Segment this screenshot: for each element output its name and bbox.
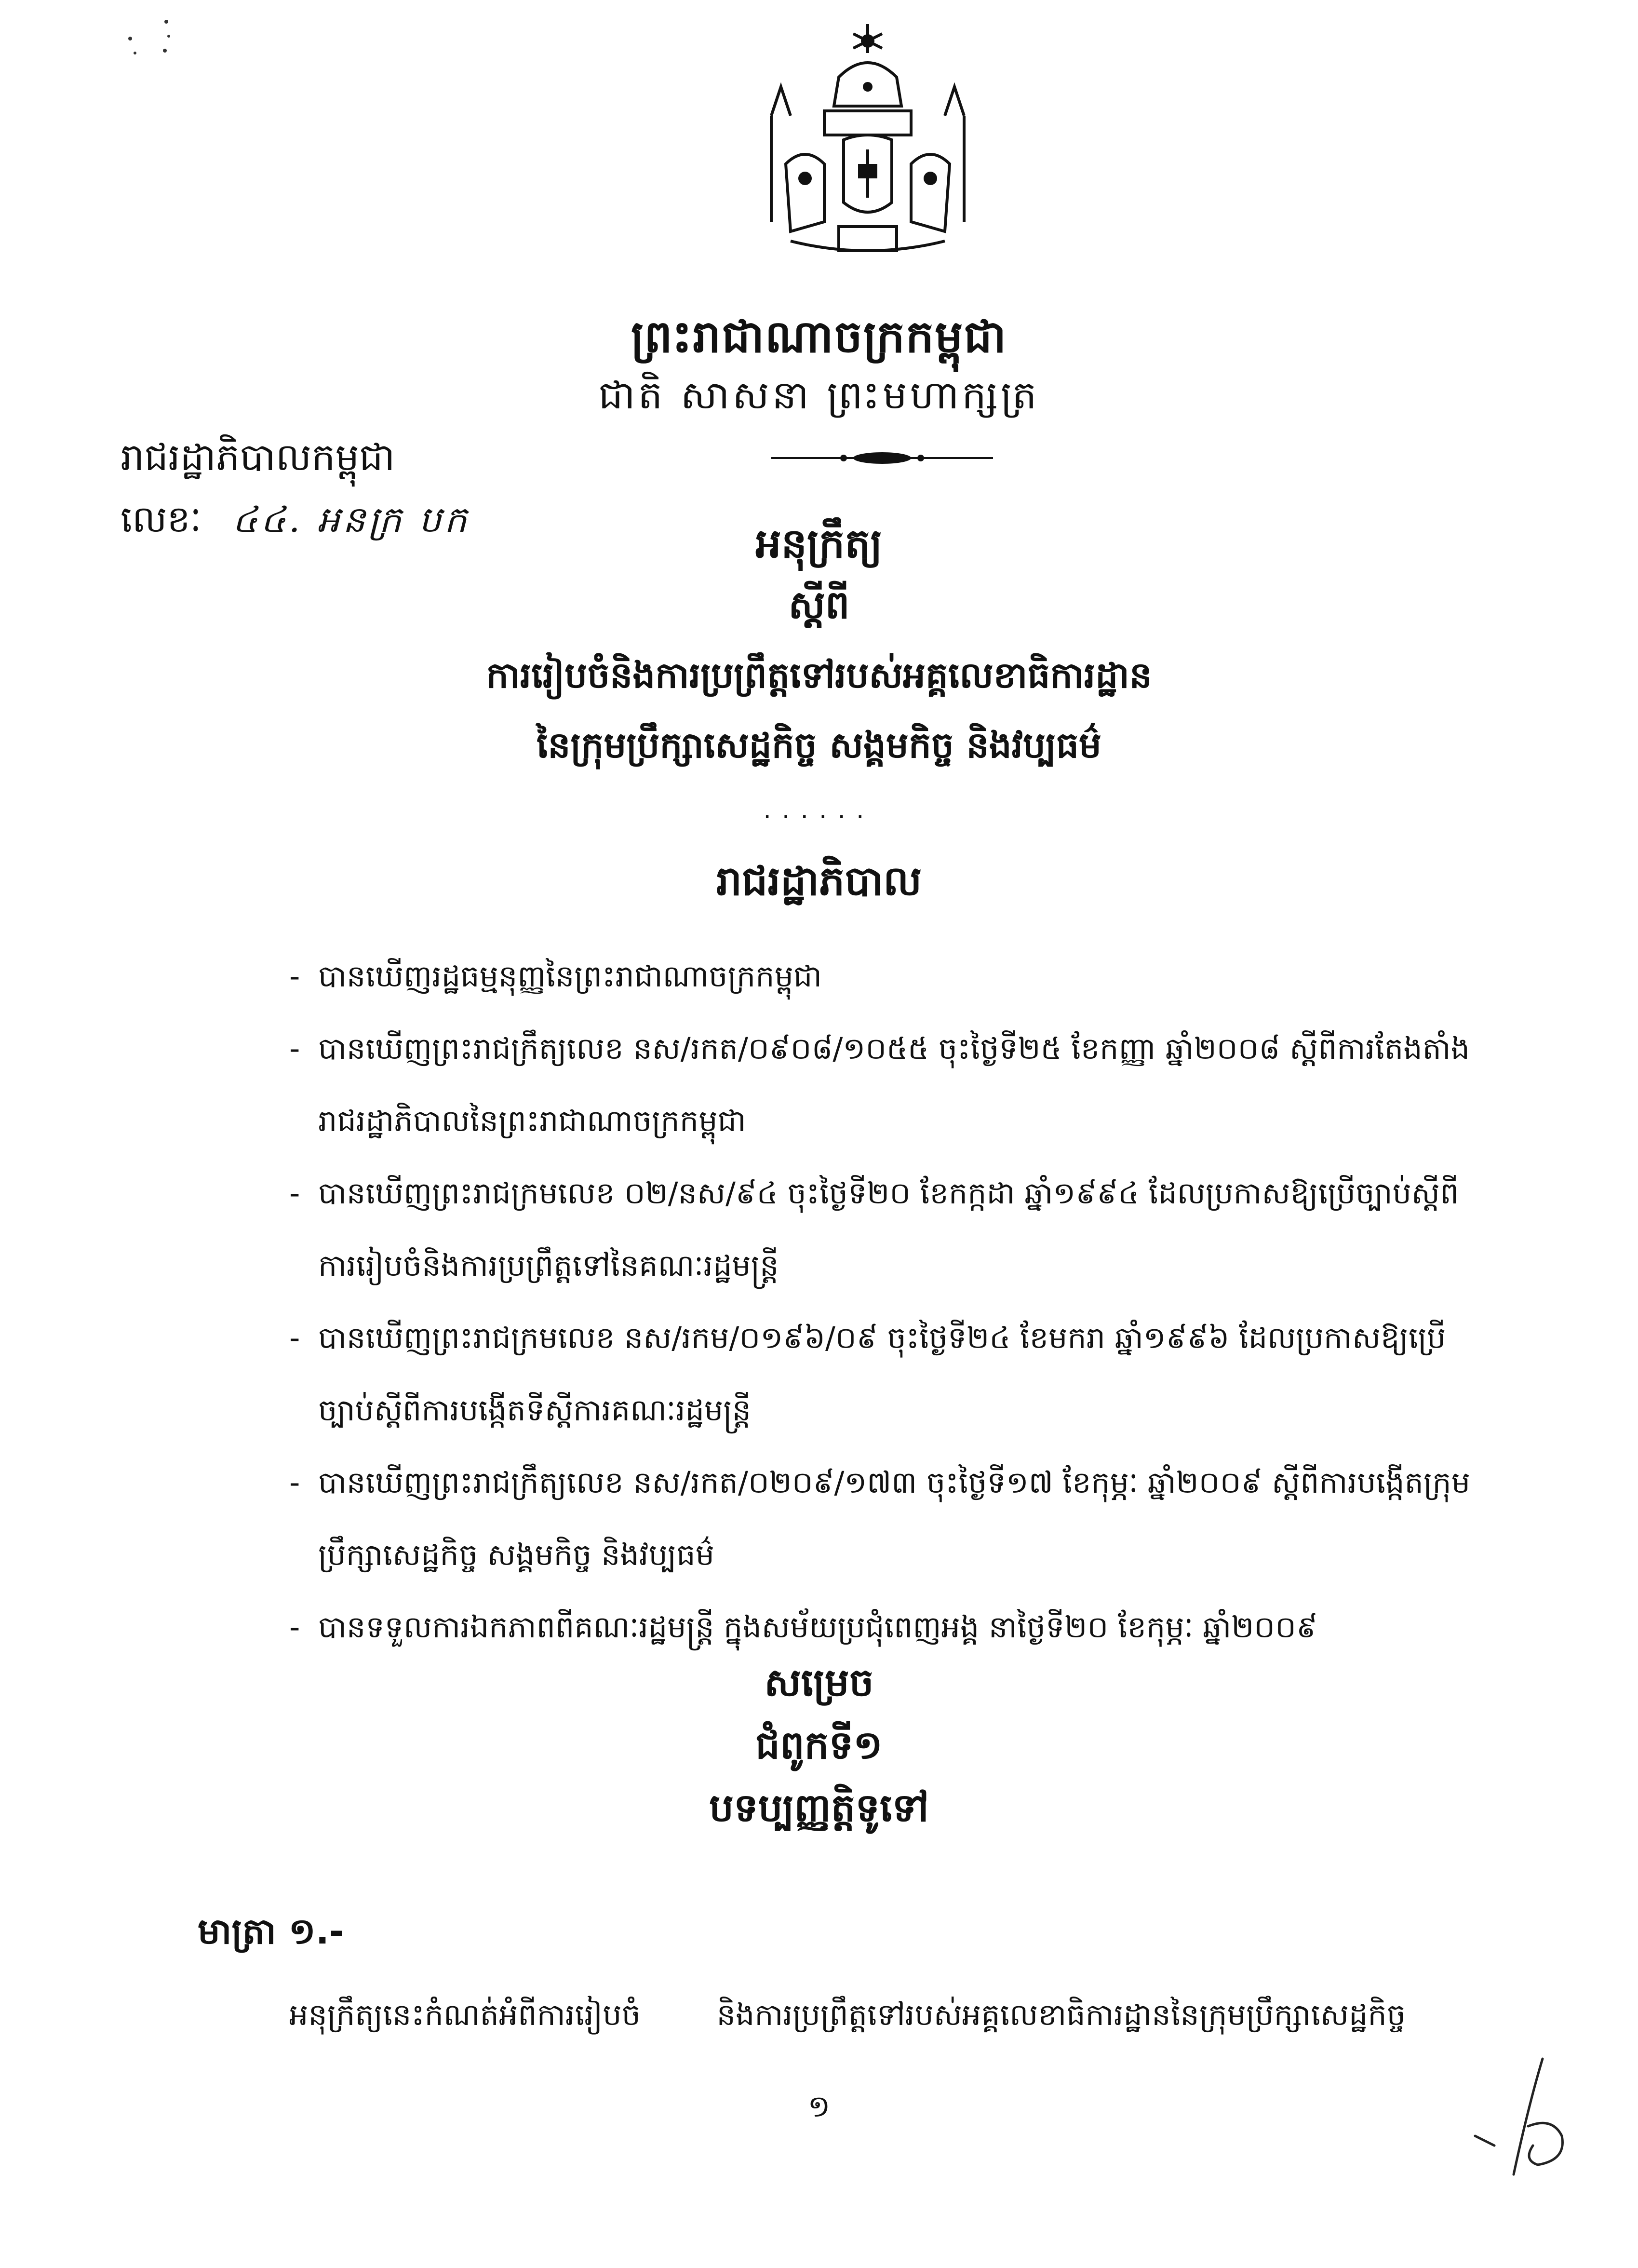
document-subject-line2: នៃក្រុមប្រឹក្សាសេដ្ឋកិច្ច សង្គមកិច្ច និងវប្បធម៌ — [536, 725, 1101, 766]
preamble-text: បានឃើញព្រះរាជក្រមលេខ ០២/នស/៩៤ ចុះថ្ងៃទី២០ ខែកក្កដា ឆ្នាំ១៩៩៤ ដែលប្រកាសឱ្យប្រើច្បាប់ស្តីពីការរៀបចំនិងការប្រព្រឹត្តទៅនៃគណៈរដ្ឋមន្ត្រី — [318, 1175, 1459, 1283]
authority-heading: រាជរដ្ឋាភិបាល — [716, 857, 922, 904]
decision-heading: សម្រេច — [764, 1660, 874, 1705]
article-text: អនុក្រឹត្យនេះកំណត់អំពីការរៀបចំ និងការប្រព្រឹត្តទៅរបស់អគ្គលេខាធិការដ្ឋាននៃក្រុមប្រឹក្សាសេដ្ឋកិច្ច — [289, 1997, 1406, 2032]
reference-number-value: ៤៤. អនក្រ បក — [232, 499, 470, 540]
preamble-text: បានឃើញព្រះរាជក្រមលេខ នស/រកម/០១៩៦/០៩ ចុះថ្ងៃទី២៤ ខែមករា ឆ្នាំ១៩៩៦ ដែលប្រកាសឱ្យប្រើច្បាប់ស្តីពីការបង្កើតទីស្តីការគណៈរដ្ឋមន្ត្រី — [318, 1320, 1446, 1428]
list-dash: - — [289, 1175, 300, 1211]
preamble-item — [289, 1591, 1494, 1663]
national-motto: ជាតិ សាសនា ព្រះមហាក្សត្រ — [598, 373, 1040, 418]
preamble-item — [289, 1157, 1494, 1302]
document-type: អនុក្រឹត្យ — [755, 520, 883, 567]
preamble-item — [289, 1302, 1494, 1446]
preamble-item — [289, 1446, 1494, 1591]
preamble-text: បានឃើញរដ្ឋធម្មនុញ្ញនៃព្រះរាជាណាចក្រកម្ពុជា — [318, 958, 822, 994]
list-dash: - — [289, 1320, 300, 1355]
kingdom-title: ព្រះរាជាណាចក្រកម្ពុជា — [631, 311, 1007, 363]
preamble-text: បានទទួលការឯកភាពពីគណៈរដ្ឋមន្ត្រី ក្នុងសម័យប្រជុំពេញអង្គ នាថ្ងៃទី២០ ខែកុម្ភៈ ឆ្នាំ២០០៩ — [318, 1609, 1317, 1645]
list-dash: - — [289, 1031, 300, 1066]
article-label: មាត្រា ១.- — [198, 1911, 344, 1952]
scan-specks — [121, 14, 178, 63]
list-dash: - — [289, 1609, 300, 1645]
list-dash: - — [289, 958, 300, 994]
page-number: ១ — [807, 2089, 831, 2124]
preamble-item — [289, 940, 1494, 1012]
reference-number-label: លេខៈ — [121, 498, 201, 540]
preamble-text: បានឃើញព្រះរាជក្រឹត្យលេខ នស/រកត/០៩០៨/១០៥៥ ចុះថ្ងៃទី២៥ ខែកញ្ញា ឆ្នាំ២០០៨ ស្តីពីការតែងតាំងរាជរដ្ឋាភិបាលនៃព្រះរាជាណាចក្រកម្ពុជា — [318, 1031, 1470, 1138]
preamble-list — [289, 940, 1494, 1663]
chapter-heading: ជំពូកទី១ — [755, 1723, 883, 1768]
chapter-title: បទប្បញ្ញត្តិទូទៅ — [709, 1785, 929, 1830]
preamble-item — [289, 1012, 1494, 1157]
issuing-government: រាជរដ្ឋាភិបាលកម្ពុជា — [121, 436, 395, 479]
signature-initials — [1456, 2049, 1591, 2194]
preamble-text: បានឃើញព្រះរាជក្រឹត្យលេខ នស/រកត/០២០៩/១៧៣ ចុះថ្ងៃទី១៧ ខែកុម្ភៈ ឆ្នាំ២០០៩ ស្តីពីការបង្កើតក្រុមប្រឹក្សាសេដ្ឋកិច្ច សង្គមកិច្ច និងវប្បធម៌ — [318, 1465, 1471, 1572]
separator-dots: ...... — [763, 796, 875, 824]
document-subject-line1: ការរៀបចំនិងការប្រព្រឹត្តទៅរបស់អគ្គលេខាធិការដ្ឋាន — [486, 655, 1152, 696]
list-dash: - — [289, 1465, 300, 1500]
coat-of-arms-icon — [742, 19, 993, 270]
document-about: ស្តីពី — [788, 582, 850, 627]
divider-ornament — [771, 448, 993, 468]
